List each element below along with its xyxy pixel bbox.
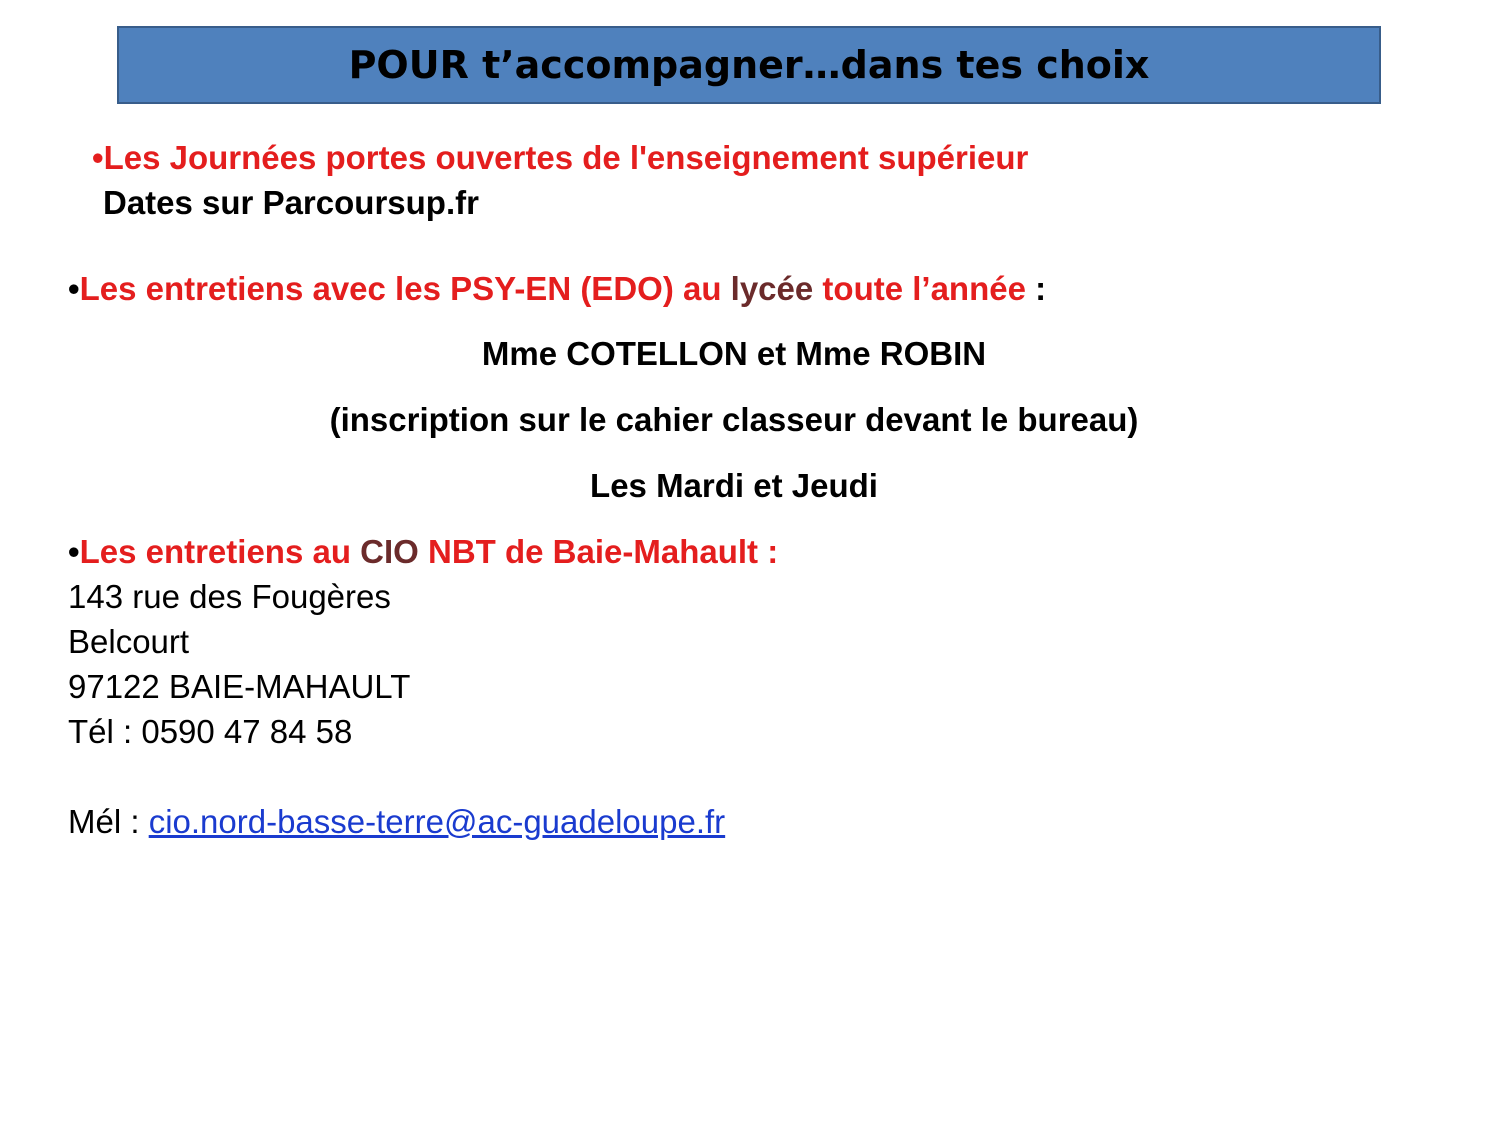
- bullet-icon: •: [92, 139, 104, 176]
- address-street: 143 rue des Fougères: [68, 578, 391, 615]
- cio-heading-part3: NBT de Baie-Mahault :: [418, 533, 779, 570]
- cio-heading-part1: Les entretiens au: [79, 533, 361, 570]
- psy-en-registration: (inscription sur le cahier classeur devant le bureau): [329, 401, 1139, 438]
- cio-heading-part2: CIO: [360, 533, 419, 570]
- psy-en-heading-part3: toute l’année: [813, 270, 1026, 307]
- title-banner: [117, 26, 1381, 104]
- phone-number: Tél : 0590 47 84 58: [68, 713, 353, 750]
- open-days-subline: Dates sur Parcoursup.fr: [103, 184, 479, 221]
- bullet-icon: •: [68, 533, 80, 570]
- address-district: Belcourt: [68, 623, 190, 660]
- psy-en-heading: [68, 269, 1046, 309]
- psy-en-heading-part2: lycée: [730, 270, 814, 307]
- open-days-heading: [92, 138, 1028, 178]
- page-title: POUR t’accompagner…dans tes choix: [348, 43, 1150, 87]
- psy-en-days: Les Mardi et Jeudi: [590, 467, 878, 504]
- email-label: Mél :: [68, 803, 149, 840]
- address-city: 97122 BAIE-MAHAULT: [68, 668, 411, 705]
- psy-en-heading-part4: :: [1025, 270, 1047, 307]
- email-link[interactable]: cio.nord-basse-terre@ac-guadeloupe.fr: [148, 803, 726, 840]
- bullet-icon: •: [68, 270, 80, 307]
- email-line: [68, 802, 725, 842]
- psy-en-heading-part1: Les entretiens avec les PSY-EN (EDO) au: [79, 270, 731, 307]
- psy-en-names: Mme COTELLON et Mme ROBIN: [481, 335, 987, 372]
- open-days-heading-text: Les Journées portes ouvertes de l'enseignement supérieur: [103, 139, 1029, 176]
- cio-heading: [68, 532, 778, 572]
